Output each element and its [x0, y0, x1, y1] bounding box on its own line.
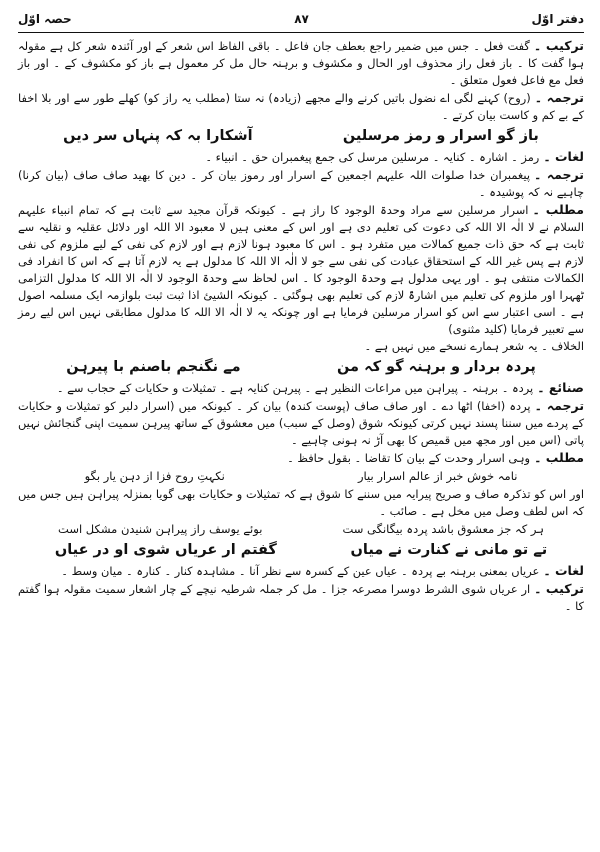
header-volume: دفتر اوّل	[531, 12, 584, 26]
verse-line: ہر کہ جز معشوق باشد پردہ بیگانگی ست	[342, 522, 544, 536]
section-label: لغات ۔	[543, 149, 584, 164]
verse-line: پردہ بردار و برہنہ گو کہ من	[337, 359, 536, 375]
verse-line: گفتم ار عریاں شوی او در عیاں	[54, 542, 277, 558]
paragraph-text: پردہ ۔ برہنہ ۔ پیراہن میں مراعات النظیر ہے ۔ پیرہن کنایہ ہے ۔ تمثیلات و حکایات کے حجاب سے ۔	[56, 381, 534, 395]
page-content	[18, 37, 584, 615]
page-header	[18, 8, 584, 30]
section-label: ترکیب ۔	[533, 38, 584, 53]
verse-couplet	[18, 539, 584, 561]
commentary-paragraph	[18, 397, 584, 449]
paragraph-text: عریاں بمعنی برہنہ بے پردہ ۔ عیاں عین کے کسرہ سے نظر آنا ۔ مشاہدہ کنار ۔ کنارہ ۔ میان وسط ۔	[61, 564, 540, 578]
verse-couplet	[18, 125, 584, 147]
commentary-paragraph	[18, 486, 584, 520]
verse-couplet	[18, 468, 584, 485]
header-part: حصہ اوّل	[18, 12, 72, 26]
page-number: ۸۷	[294, 12, 309, 26]
commentary-paragraph	[18, 449, 584, 467]
section-label: لغات ۔	[543, 563, 584, 578]
commentary-paragraph	[18, 201, 584, 338]
header-divider	[18, 32, 584, 33]
verse-couplet	[18, 356, 584, 378]
commentary-paragraph	[18, 580, 584, 615]
verse-line: نامہ خوش خبر از عالم اسرار بیار	[357, 469, 518, 483]
paragraph-text: اور اس کو تذکرہ صاف و صریح پیرایہ میں سننے کا شوق ہے کہ تمثیلات و حکایات بھی گویا بمنزلہ پیراہن ہیں جس میں کہ اس لطف وصل میں مخل ہے ۔ صائب ۔	[18, 487, 584, 518]
commentary-paragraph	[18, 338, 584, 355]
paragraph-text: وہی اسرار وحدت کے بیان کا تقاضا ۔ بقول حافظ ۔	[287, 451, 531, 465]
section-label: صنائع ۔	[537, 380, 584, 395]
verse-couplet	[18, 521, 584, 538]
commentary-paragraph	[18, 89, 584, 124]
paragraph-text: ار عریاں شوی الشرط دوسرا مصرعہ جزا ۔ مل کر جملہ شرطیہ نیچے کے چار اشعار سمیت مقولہ ہوا گفتم کا ۔	[18, 582, 584, 613]
commentary-paragraph	[18, 148, 584, 166]
paragraph-text: پردہ (اخفا) اٹھا دے ۔ اور صاف صاف (پوست کندہ) بیان کر ۔ کیونکہ میں (اسرار دلبر کو تمثیلات و حکایات کے پردے میں سننا پسند نہیں کرتی کیونکہ شوق (وصل کے سبب) میں معشوق کے ساتھ پیرہن سمیت اپنی گنجائش نہیں پاتی (اس میں اور مجھ میں قمیص کا بھی آڑ نہ ہونی چاہیے ۔	[18, 399, 584, 447]
commentary-paragraph	[18, 166, 584, 201]
paragraph-text: (روح) کہنے لگی اے نضول باتیں کرنے والے مجھے (زیادہ) نہ ستا (مطلب یہ راز کو) کھلے طور سے اور بلا اخفا کے بے کم و کاست بیان کرتے ۔	[18, 91, 584, 122]
paragraph-text: اسرار مرسلین سے مراد وحدۃ الوجود کا راز ہے ۔ کیونکہ قرآن مجید سے ثابت ہے کہ تمام انبیاء علیہم السلام نے لا الٰہ الا اللہ کی دعوت کی تعلیم دی ہے اور اس کے معنی ہیں لا معبود الا اللہ اور دلائل عقلیہ و نقلیہ سے ثابت ہے کہ حق ذات جمیع کمالات میں متفرد ہو ۔ اس کا معبود ہونا لازم ہے اور لازم کی نفی کے لیے ملزوم کی نفی لازم ہے پس غیر اللہ کے استحقاق عبادت کی نفی سے جو لا الٰہ الا اللہ کا مدلول ہے یہ لازم آتا ہے کہ اس کا انفراد فی الکمالات منتفی ہو ۔ اور یہی مدلول ہے وحدۃ الوجود کا ۔ اس لحاظ سے وحدۃ الوجود لا الٰہ الا اللہ کا مدلول التزامی ٹھہرا اور ملزوم کی تعلیم میں اشارۃً لازم کی تعلیم بھی ہوگئی ۔ کیونکہ الشیئ اذا ثبت ثبت بلوازمہ ایک مسلمہ اصول ہے ۔ اسی اعتبار سے اس کو اسرار مرسلین فرمایا ہے اور چونکہ یہ لا الٰہ الا اللہ کا مدلول مطابقی نہیں اس لیے رمز سے تعبیر فرمایا (کلید مثنوی)	[18, 203, 584, 336]
commentary-paragraph	[18, 37, 584, 89]
section-label: ترجمہ ۔	[534, 90, 584, 105]
commentary-paragraph	[18, 562, 584, 580]
verse-line: تے تو مانی نے کنارت نے میاں	[350, 542, 548, 558]
book-page	[18, 8, 584, 844]
verse-line: آشکارا بہ کہ پنہاں سر دیں	[63, 128, 253, 144]
section-label: مطلب ۔	[534, 450, 584, 465]
paragraph-text: الخلاف ۔ یہ شعر ہمارے نسخے میں نہیں ہے ۔	[364, 339, 584, 353]
verse-line: بوئے یوسف راز پیراہن شنیدن مشکل است	[58, 522, 263, 536]
commentary-paragraph	[18, 379, 584, 397]
verse-line: باز گو اسرار و رمز مرسلین	[342, 128, 539, 144]
paragraph-text: رمز ۔ اشارہ ۔ کنایہ ۔ مرسلین مرسل کی جمع پیغمبران حق ۔ انبیاء ۔	[205, 150, 540, 164]
paragraph-text: گفت فعل ۔ جس میں ضمیر راجع بعطف جان فاعل ۔ باقی الفاظ اس شعر کے اور آئندہ شعر کل ہے مقولہ ہوا گفت کا ۔ باز فعل راز محذوف اور الحال و مکشوف و برہنہ حال مل کر معمول ہے باز کو مکشوف کے ۔ اور باز فعل مع فاعل فعول متعلق ۔	[18, 39, 584, 87]
section-label: مطلب ۔	[532, 202, 584, 217]
section-label: ترجمہ ۔	[534, 167, 585, 182]
paragraph-text: پیغمبران خدا صلوات اللہ علیہم اجمعین کے اسرار اور رموز بیان کر ۔ دین کا بھید صاف صاف (بیان کرنا) چاہیے نہ کہ پوشیدہ ۔	[18, 168, 584, 199]
section-label: ترکیب ۔	[534, 581, 585, 596]
section-label: ترجمہ ۔	[534, 398, 585, 413]
verse-line: مے نگنجم باصنم با پیرہن	[66, 359, 241, 375]
verse-line: نکہتِ روح فزا از دہن یار بگو	[84, 469, 225, 483]
